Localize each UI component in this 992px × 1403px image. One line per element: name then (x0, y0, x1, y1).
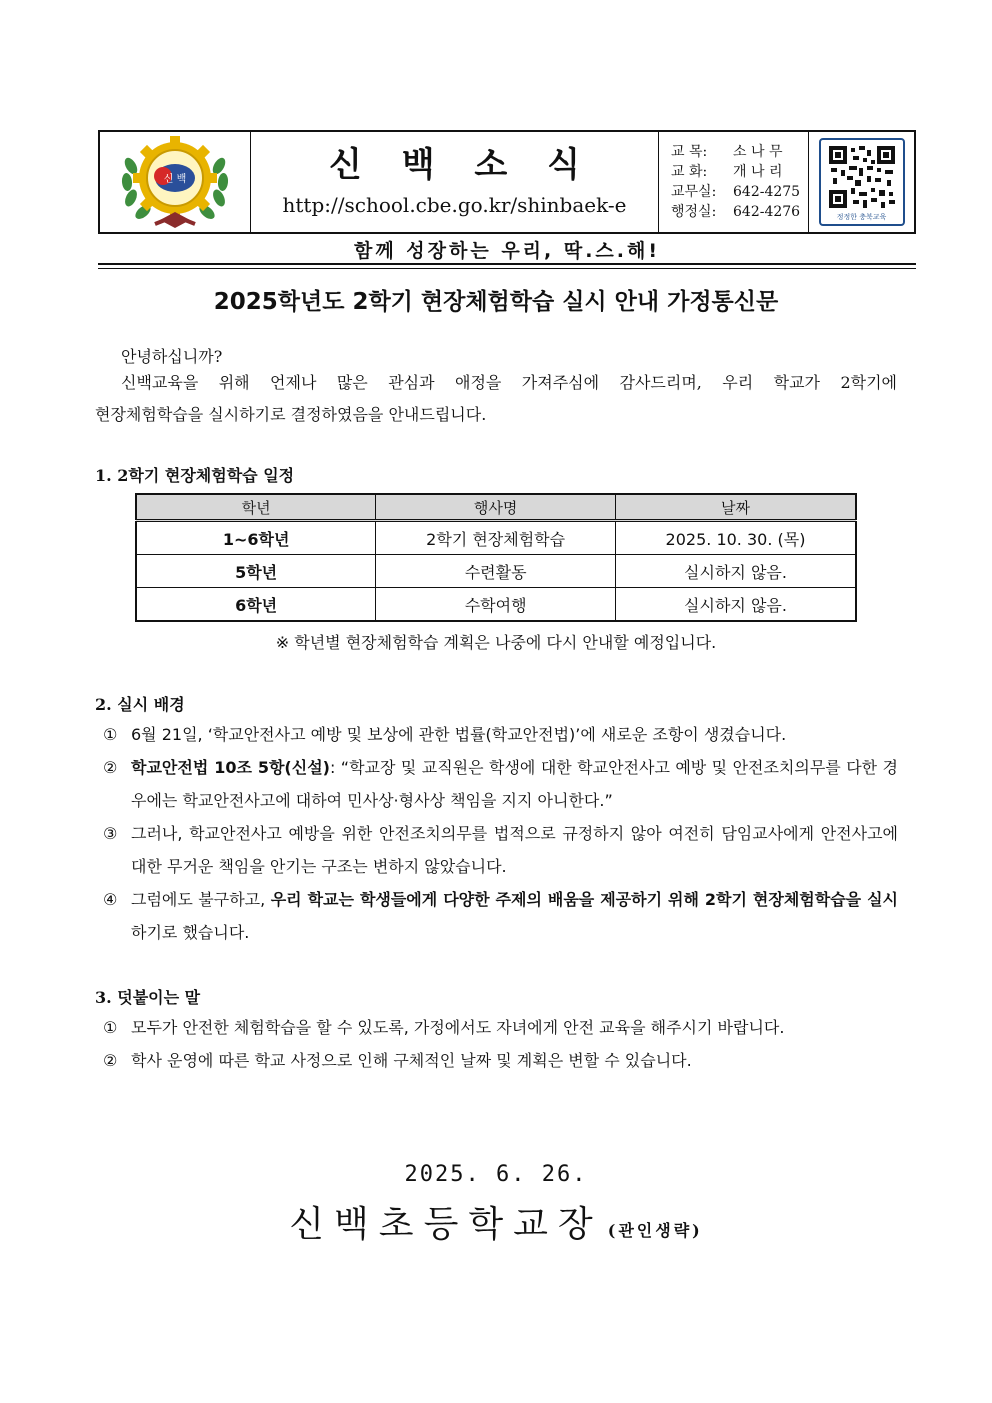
seal-note: (관인생략) (607, 1221, 703, 1240)
table-cell: 1~6학년 (136, 521, 376, 555)
item-text: 모두가 안전한 체험학습을 할 수 있도록, 가정에서도 자녀에게 안전 교육을 해주시기 바랍니다. (131, 1018, 785, 1037)
info-key: 행정실: (671, 204, 717, 220)
item-body (131, 883, 898, 949)
item-number: ① (103, 725, 118, 744)
greeting-line: 현장체험학습을 실시하기로 결정하였음을 안내드립니다. (95, 405, 487, 424)
school-info-cell (659, 132, 809, 232)
item-text: 하기로 했습니다. (131, 923, 250, 942)
table-cell: 6학년 (136, 588, 376, 622)
title-cell (251, 132, 659, 232)
table-cell: 2학기 현장체험학습 (376, 521, 616, 555)
qr-code-icon (827, 144, 897, 210)
item-number: ② (103, 758, 118, 777)
table-cell: 2025. 10. 30. (목) (616, 521, 857, 555)
schedule-note: ※ 학년별 현장체험학습 계획은 나중에 다시 안내할 예정입니다. (275, 633, 717, 652)
item-number: ② (103, 1051, 118, 1070)
section-heading: 3. 덧붙이는 말 (95, 988, 201, 1007)
school-motto: 함께 성장하는 우리, 딱.스.해! (353, 240, 661, 262)
info-row-flower (671, 162, 808, 182)
table-cell: 수학여행 (376, 588, 616, 622)
info-key: 교 목: (671, 144, 708, 160)
table-cell: 수련활동 (376, 555, 616, 588)
principal-name: 신백초등학교장 (289, 1204, 603, 1245)
divider (98, 268, 916, 269)
item-body (131, 751, 898, 817)
item-pre-text: 그럼에도 불구하고, (131, 890, 271, 909)
item-text: : “학교장 및 교직원은 학생에 대한 학교안전사고 예방 및 안전조치의무를 다한 경우에는 학교안전사고에 대하여 민사상·형사상 책임을 지지 아니한다.” (131, 758, 898, 810)
info-key: 교 화: (671, 164, 708, 180)
table-cell: 실시하지 않음. (616, 588, 857, 622)
column-header: 행사명 (376, 494, 616, 521)
column-header: 날짜 (616, 494, 857, 521)
info-value: 642-4275 (733, 184, 801, 200)
section-heading: 1. 2학기 현장체험학습 일정 (95, 466, 295, 485)
issue-date: 2025. 6. 26. (404, 1162, 588, 1187)
school-emblem-icon (115, 132, 235, 232)
greeting-line: 신백교육을 위해 언제나 많은 관심과 애정을 가져주심에 감사드리며, 우리 학교가 2학기에 (121, 373, 897, 392)
item-text: 학사 운영에 따른 학교 사정으로 인해 구체적인 날짜 및 계획은 변할 수 있습니다. (131, 1051, 692, 1070)
list-item (103, 817, 898, 883)
school-url-link[interactable]: http://school.cbe.go.kr/shinbaek-e (282, 192, 627, 217)
newsletter-header (98, 130, 916, 234)
info-row-staff-room (671, 182, 808, 202)
info-row-tree (671, 142, 808, 162)
newsletter-name: 신 백 소 식 (329, 145, 594, 186)
item-number: ③ (103, 824, 118, 843)
info-key: 교무실: (671, 184, 717, 200)
list-item (103, 751, 898, 817)
list-item (103, 1044, 898, 1077)
info-row-admin-office (671, 202, 808, 222)
item-text: 그러나, 학교안전사고 예방을 위한 안전조치의무를 법적으로 규정하지 않아 여전히 담임교사에게 안전사고에 대한 무거운 책임을 안기는 구조는 변하지 않았습니다. (131, 824, 898, 876)
list-item (103, 883, 898, 949)
school-logo-cell (100, 132, 251, 232)
item-number: ① (103, 1018, 118, 1037)
table-header-row (136, 494, 856, 521)
table-row (136, 555, 856, 588)
list-item (103, 718, 898, 751)
table-cell: 실시하지 않음. (616, 555, 857, 588)
info-value: 개 나 리 (733, 164, 783, 180)
column-header: 학년 (136, 494, 376, 521)
greeting-line: 안녕하십니까? (121, 347, 223, 366)
item-bold-text: 학교안전법 10조 5항(신설) (131, 758, 330, 777)
qr-caption: 정정한 충북교육 (836, 213, 887, 221)
info-value: 642-4276 (733, 204, 801, 220)
document-title: 2025학년도 2학기 현장체험학습 실시 안내 가정통신문 (213, 289, 779, 315)
list-item (103, 1011, 898, 1044)
item-bold-text: 우리 학교는 학생들에게 다양한 주제의 배움을 제공하기 위해 2학기 현장체험학습을 실시 (270, 890, 898, 909)
divider (98, 263, 916, 265)
qr-code[interactable] (819, 138, 905, 226)
item-number: ④ (103, 890, 118, 909)
table-cell: 5학년 (136, 555, 376, 588)
table-row (136, 588, 856, 622)
section-heading: 2. 실시 배경 (95, 695, 185, 714)
schedule-table (135, 493, 857, 622)
qr-cell (809, 132, 914, 232)
logo-text: 신 백 (163, 174, 187, 185)
table-row (136, 521, 856, 555)
item-text: 6월 21일, ‘학교안전사고 예방 및 보상에 관한 법률(학교안전법)’에 새로운 조항이 생겼습니다. (131, 725, 787, 744)
principal-signature (0, 1196, 992, 1247)
info-value: 소 나 무 (733, 144, 783, 160)
